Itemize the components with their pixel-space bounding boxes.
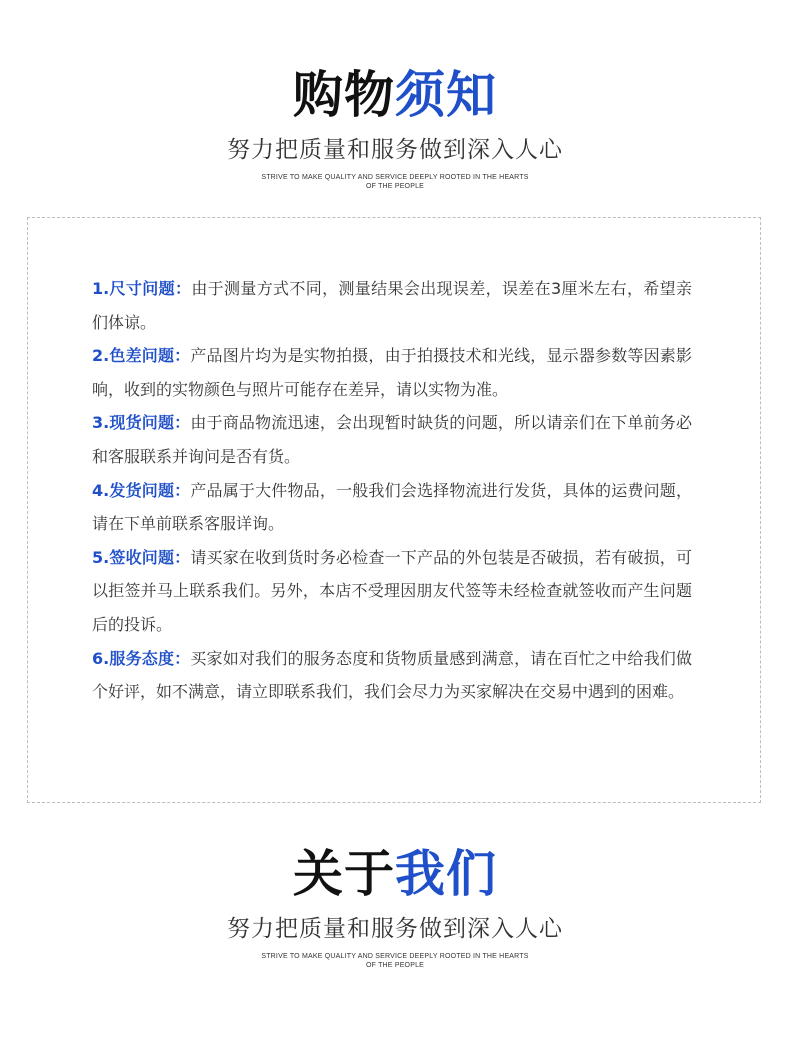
notice-text: 买家如对我们的服务态度和货物质量感到满意，请在百忙之中给我们做个好评，如不满意，请立即联系我们，我们会尽力为买家解决在交易中遇到的困难。 [92, 648, 692, 702]
notice-item-stock [92, 406, 692, 473]
notice-item-size [92, 272, 692, 339]
notice-text: 由于商品物流迅速，会出现暂时缺货的问题，所以请亲们在下单前务必和客服联系并询问是否有货。 [92, 413, 692, 466]
shopping-notice-subtitle: 努力把质量和服务做到深入人心 [227, 137, 563, 163]
shopping-notice-tagline [0, 173, 790, 191]
notice-item-color-difference [92, 339, 692, 406]
shopping-notice-title-blue: 须知 [395, 66, 497, 124]
shopping-notice-title-dark: 购物 [293, 66, 395, 124]
notice-item-shipping [92, 474, 692, 541]
about-us-heading [0, 844, 790, 970]
tagline-line-2: OF THE PEOPLE [365, 183, 425, 190]
notice-label: 6.服务态度： [92, 648, 191, 668]
shopping-notice-title [0, 65, 790, 125]
notice-text: 产品属于大件物品，一般我们会选择物流进行发货，具体的运费问题，请在下单前联系客服详询。 [92, 480, 692, 534]
notice-label: 4.发货问题： [92, 480, 191, 500]
tagline-line-1: STRIVE TO MAKE QUALITY AND SERVICE DEEPLY ROOTED IN THE HEARTS [261, 953, 529, 960]
about-us-title [0, 844, 790, 904]
notice-label: 1.尺寸问题： [92, 279, 192, 298]
notice-item-receipt [92, 541, 692, 642]
notice-list [92, 272, 692, 709]
about-us-title-blue: 我们 [395, 845, 497, 903]
notice-text: 由于测量方式不同，测量结果会出现误差，误差在3厘米左右，希望亲们体谅。 [92, 279, 692, 332]
notice-item-service [92, 642, 692, 709]
notice-label: 3.现货问题： [92, 413, 191, 433]
notice-text: 产品图片均为是实物拍摄，由于拍摄技术和光线，显示器参数等因素影响，收到的实物颜色与照片可能存在差异，请以实物为准。 [92, 346, 692, 399]
about-us-tagline [0, 952, 790, 970]
tagline-line-2: OF THE PEOPLE [365, 962, 425, 969]
notice-text: 请买家在收到货时务必检查一下产品的外包装是否破损，若有破损，可以拒签并马上联系我们。另外，本店不受理因朋友代签等未经检查就签收而产生问题后的投诉。 [92, 547, 692, 634]
notice-label: 2.色差问题： [92, 346, 191, 366]
about-us-title-dark: 关于 [293, 845, 395, 903]
shopping-notice-heading [0, 65, 790, 191]
notice-label: 5.签收问题： [92, 547, 191, 567]
about-us-subtitle: 努力把质量和服务做到深入人心 [227, 916, 563, 942]
tagline-line-1: STRIVE TO MAKE QUALITY AND SERVICE DEEPLY ROOTED IN THE HEARTS [261, 174, 529, 181]
